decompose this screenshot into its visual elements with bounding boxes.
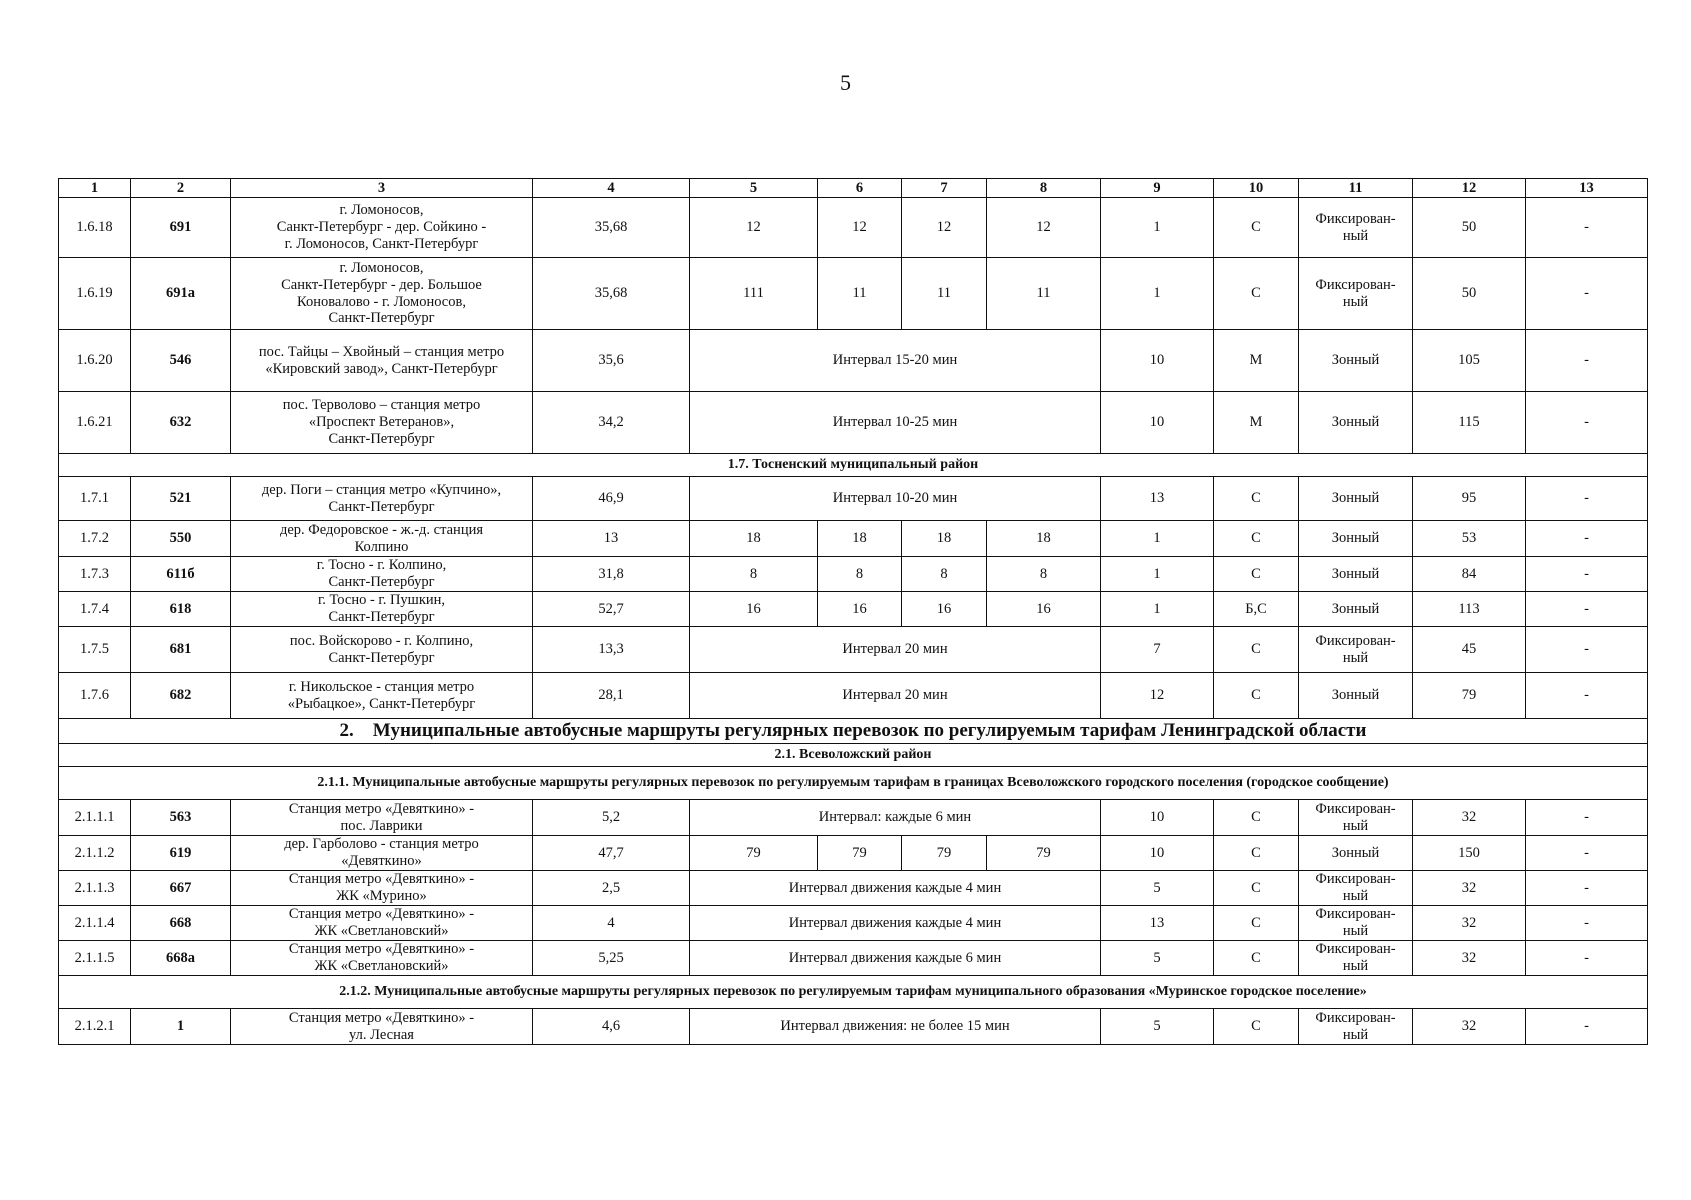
subsection-title-row xyxy=(59,767,1648,800)
column-header: 6 xyxy=(818,179,902,198)
column-header: 13 xyxy=(1526,179,1648,198)
col-13: - xyxy=(1526,673,1648,719)
route-path: Станция метро «Девяткино» - пос. Лаврики xyxy=(231,800,533,836)
route-path: г. Тосно - г. Колпино, Санкт-Петербург xyxy=(231,557,533,592)
trip-count: 79 xyxy=(902,836,987,871)
tariff-type: Фиксирован- ный xyxy=(1299,627,1413,673)
col-13: - xyxy=(1526,330,1648,392)
route-number: 667 xyxy=(131,871,231,906)
row-number: 1.7.3 xyxy=(59,557,131,592)
route-path: г. Ломоносов, Санкт-Петербург - дер. Сойкино - г. Ломоносов, Санкт-Петербург xyxy=(231,198,533,258)
vehicle-count: 1 xyxy=(1101,521,1214,557)
column-header: 12 xyxy=(1413,179,1526,198)
column-header: 7 xyxy=(902,179,987,198)
subsection-title: 2.1.1. Муниципальные автобусные маршруты регулярных перевозок по регулируемым тарифам в границах Всеволожского городского поселения (городское сообщение) xyxy=(59,767,1648,800)
interval-note: Интервал движения каждые 4 мин xyxy=(690,906,1101,941)
col-13: - xyxy=(1526,477,1648,521)
table-row xyxy=(59,1009,1648,1045)
fare: 32 xyxy=(1413,1009,1526,1045)
tariff-type: Зонный xyxy=(1299,836,1413,871)
row-number: 2.1.1.1 xyxy=(59,800,131,836)
row-number: 1.6.19 xyxy=(59,258,131,330)
vehicle-count: 5 xyxy=(1101,871,1214,906)
interval-note: Интервал движения: не более 15 мин xyxy=(690,1009,1101,1045)
fare: 150 xyxy=(1413,836,1526,871)
table-row xyxy=(59,198,1648,258)
vehicle-class: Б,С xyxy=(1214,592,1299,627)
route-length: 5,2 xyxy=(533,800,690,836)
col-13: - xyxy=(1526,198,1648,258)
table-row xyxy=(59,258,1648,330)
vehicle-count: 10 xyxy=(1101,800,1214,836)
vehicle-class: С xyxy=(1214,941,1299,976)
fare: 50 xyxy=(1413,258,1526,330)
table-row xyxy=(59,871,1648,906)
route-path: Станция метро «Девяткино» - ЖК «Мурино» xyxy=(231,871,533,906)
route-number: 668 xyxy=(131,906,231,941)
interval-note: Интервал 10-25 мин xyxy=(690,392,1101,454)
table-row xyxy=(59,836,1648,871)
tariff-type: Зонный xyxy=(1299,557,1413,592)
vehicle-count: 10 xyxy=(1101,392,1214,454)
trip-count: 18 xyxy=(987,521,1101,557)
fare: 113 xyxy=(1413,592,1526,627)
interval-note: Интервал 15-20 мин xyxy=(690,330,1101,392)
route-length: 4,6 xyxy=(533,1009,690,1045)
trip-count: 18 xyxy=(690,521,818,557)
vehicle-count: 13 xyxy=(1101,906,1214,941)
tariff-type: Фиксирован- ный xyxy=(1299,1009,1413,1045)
row-number: 1.6.20 xyxy=(59,330,131,392)
route-length: 47,7 xyxy=(533,836,690,871)
col-13: - xyxy=(1526,392,1648,454)
route-path: г. Тосно - г. Пушкин, Санкт-Петербург xyxy=(231,592,533,627)
fare: 32 xyxy=(1413,906,1526,941)
row-number: 2.1.1.4 xyxy=(59,906,131,941)
tariff-type: Зонный xyxy=(1299,330,1413,392)
table-row xyxy=(59,330,1648,392)
column-number-header xyxy=(59,179,1648,198)
col-13: - xyxy=(1526,258,1648,330)
fare: 32 xyxy=(1413,800,1526,836)
trip-count: 79 xyxy=(690,836,818,871)
fare: 32 xyxy=(1413,941,1526,976)
vehicle-class: С xyxy=(1214,906,1299,941)
column-header: 3 xyxy=(231,179,533,198)
tariff-type: Фиксирован- ный xyxy=(1299,800,1413,836)
route-length: 31,8 xyxy=(533,557,690,592)
fare: 32 xyxy=(1413,871,1526,906)
row-number: 2.1.1.2 xyxy=(59,836,131,871)
vehicle-count: 1 xyxy=(1101,557,1214,592)
row-number: 1.7.5 xyxy=(59,627,131,673)
route-path: пос. Терволово – станция метро «Проспект Ветеранов», Санкт-Петербург xyxy=(231,392,533,454)
route-number: 681 xyxy=(131,627,231,673)
section-heading: 2.1. Всеволожский район xyxy=(59,744,1648,767)
tariff-type: Фиксирован- ный xyxy=(1299,906,1413,941)
fare: 45 xyxy=(1413,627,1526,673)
vehicle-count: 1 xyxy=(1101,258,1214,330)
trip-count: 16 xyxy=(690,592,818,627)
vehicle-count: 13 xyxy=(1101,477,1214,521)
interval-note: Интервал 20 мин xyxy=(690,627,1101,673)
row-number: 1.7.2 xyxy=(59,521,131,557)
table-row xyxy=(59,627,1648,673)
trip-count: 8 xyxy=(902,557,987,592)
table-row xyxy=(59,673,1648,719)
trip-count: 79 xyxy=(818,836,902,871)
vehicle-class: С xyxy=(1214,477,1299,521)
route-length: 28,1 xyxy=(533,673,690,719)
trip-count: 18 xyxy=(902,521,987,557)
fare: 105 xyxy=(1413,330,1526,392)
section-title-row xyxy=(59,719,1648,744)
trip-count: 12 xyxy=(902,198,987,258)
route-length: 34,2 xyxy=(533,392,690,454)
tariff-type: Зонный xyxy=(1299,673,1413,719)
route-length: 5,25 xyxy=(533,941,690,976)
tariff-type: Фиксирован- ный xyxy=(1299,198,1413,258)
tariff-type: Зонный xyxy=(1299,392,1413,454)
vehicle-count: 1 xyxy=(1101,592,1214,627)
trip-count: 8 xyxy=(690,557,818,592)
vehicle-count: 10 xyxy=(1101,836,1214,871)
column-header: 8 xyxy=(987,179,1101,198)
trip-count: 12 xyxy=(818,198,902,258)
interval-note: Интервал движения каждые 6 мин xyxy=(690,941,1101,976)
interval-note: Интервал: каждые 6 мин xyxy=(690,800,1101,836)
row-number: 2.1.1.3 xyxy=(59,871,131,906)
route-number: 611б xyxy=(131,557,231,592)
route-path: дер. Федоровское - ж.-д. станция Колпино xyxy=(231,521,533,557)
col-13: - xyxy=(1526,592,1648,627)
vehicle-class: М xyxy=(1214,392,1299,454)
route-number: 521 xyxy=(131,477,231,521)
section-title: 2. Муниципальные автобусные маршруты регулярных перевозок по регулируемым тарифам Ленинградской области xyxy=(59,719,1648,744)
subsection-title-row xyxy=(59,976,1648,1009)
trip-count: 8 xyxy=(818,557,902,592)
col-13: - xyxy=(1526,1009,1648,1045)
route-path: дер. Поги – станция метро «Купчино», Санкт-Петербург xyxy=(231,477,533,521)
route-length: 35,6 xyxy=(533,330,690,392)
route-length: 13,3 xyxy=(533,627,690,673)
table-row xyxy=(59,941,1648,976)
route-number: 668а xyxy=(131,941,231,976)
route-path: пос. Тайцы – Хвойный – станция метро «Кировский завод», Санкт-Петербург xyxy=(231,330,533,392)
route-number: 546 xyxy=(131,330,231,392)
vehicle-count: 12 xyxy=(1101,673,1214,719)
fare: 84 xyxy=(1413,557,1526,592)
vehicle-count: 7 xyxy=(1101,627,1214,673)
col-13: - xyxy=(1526,521,1648,557)
route-number: 619 xyxy=(131,836,231,871)
row-number: 1.7.1 xyxy=(59,477,131,521)
trip-count: 11 xyxy=(818,258,902,330)
route-number: 563 xyxy=(131,800,231,836)
route-path: г. Никольское - станция метро «Рыбацкое», Санкт-Петербург xyxy=(231,673,533,719)
route-length: 13 xyxy=(533,521,690,557)
route-path: пос. Войскорово - г. Колпино, Санкт-Петербург xyxy=(231,627,533,673)
fare: 79 xyxy=(1413,673,1526,719)
route-path: Станция метро «Девяткино» - ул. Лесная xyxy=(231,1009,533,1045)
trip-count: 8 xyxy=(987,557,1101,592)
trip-count: 79 xyxy=(987,836,1101,871)
fare: 115 xyxy=(1413,392,1526,454)
row-number: 1.7.4 xyxy=(59,592,131,627)
routes-table xyxy=(58,178,1648,1045)
tariff-type: Зонный xyxy=(1299,521,1413,557)
route-path: Станция метро «Девяткино» - ЖК «Светлановский» xyxy=(231,906,533,941)
col-13: - xyxy=(1526,906,1648,941)
trip-count: 12 xyxy=(987,198,1101,258)
section-heading-row xyxy=(59,744,1648,767)
route-length: 4 xyxy=(533,906,690,941)
row-number: 1.6.18 xyxy=(59,198,131,258)
vehicle-class: С xyxy=(1214,1009,1299,1045)
row-number: 2.1.1.5 xyxy=(59,941,131,976)
col-13: - xyxy=(1526,871,1648,906)
table-row xyxy=(59,906,1648,941)
vehicle-count: 5 xyxy=(1101,941,1214,976)
col-13: - xyxy=(1526,836,1648,871)
vehicle-class: С xyxy=(1214,836,1299,871)
route-number: 632 xyxy=(131,392,231,454)
tariff-type: Зонный xyxy=(1299,477,1413,521)
section-heading: 1.7. Тосненский муниципальный район xyxy=(59,454,1648,477)
col-13: - xyxy=(1526,941,1648,976)
interval-note: Интервал движения каждые 4 мин xyxy=(690,871,1101,906)
interval-note: Интервал 10-20 мин xyxy=(690,477,1101,521)
route-number: 550 xyxy=(131,521,231,557)
vehicle-count: 10 xyxy=(1101,330,1214,392)
col-13: - xyxy=(1526,557,1648,592)
page-number: 5 xyxy=(840,70,851,95)
trip-count: 16 xyxy=(818,592,902,627)
route-number: 682 xyxy=(131,673,231,719)
vehicle-class: С xyxy=(1214,521,1299,557)
vehicle-count: 5 xyxy=(1101,1009,1214,1045)
tariff-type: Фиксирован- ный xyxy=(1299,871,1413,906)
fare: 95 xyxy=(1413,477,1526,521)
trip-count: 12 xyxy=(690,198,818,258)
vehicle-class: С xyxy=(1214,557,1299,592)
trip-count: 16 xyxy=(987,592,1101,627)
trip-count: 111 xyxy=(690,258,818,330)
interval-note: Интервал 20 мин xyxy=(690,673,1101,719)
column-header: 11 xyxy=(1299,179,1413,198)
row-number: 1.7.6 xyxy=(59,673,131,719)
col-13: - xyxy=(1526,800,1648,836)
trip-count: 16 xyxy=(902,592,987,627)
vehicle-class: С xyxy=(1214,800,1299,836)
route-length: 35,68 xyxy=(533,258,690,330)
route-path: г. Ломоносов, Санкт-Петербург - дер. Большое Коновалово - г. Ломоносов, Санкт-Петербург xyxy=(231,258,533,330)
trip-count: 11 xyxy=(902,258,987,330)
table-row xyxy=(59,477,1648,521)
vehicle-class: М xyxy=(1214,330,1299,392)
fare: 50 xyxy=(1413,198,1526,258)
subsection-title: 2.1.2. Муниципальные автобусные маршруты регулярных перевозок по регулируемым тарифам муниципального образования «Муринское городское поселение» xyxy=(59,976,1648,1009)
section-heading-row xyxy=(59,454,1648,477)
vehicle-class: С xyxy=(1214,627,1299,673)
route-length: 52,7 xyxy=(533,592,690,627)
column-header: 5 xyxy=(690,179,818,198)
route-length: 35,68 xyxy=(533,198,690,258)
column-header: 1 xyxy=(59,179,131,198)
route-path: Станция метро «Девяткино» - ЖК «Светлановский» xyxy=(231,941,533,976)
route-path: дер. Гарболово - станция метро «Девяткино» xyxy=(231,836,533,871)
route-length: 46,9 xyxy=(533,477,690,521)
col-13: - xyxy=(1526,627,1648,673)
table-row xyxy=(59,521,1648,557)
vehicle-class: С xyxy=(1214,258,1299,330)
column-header: 2 xyxy=(131,179,231,198)
row-number: 2.1.2.1 xyxy=(59,1009,131,1045)
table-row xyxy=(59,392,1648,454)
row-number: 1.6.21 xyxy=(59,392,131,454)
trip-count: 11 xyxy=(987,258,1101,330)
route-length: 2,5 xyxy=(533,871,690,906)
table-row xyxy=(59,800,1648,836)
vehicle-class: С xyxy=(1214,673,1299,719)
route-number: 691 xyxy=(131,198,231,258)
table-row xyxy=(59,592,1648,627)
vehicle-class: С xyxy=(1214,871,1299,906)
vehicle-class: С xyxy=(1214,198,1299,258)
fare: 53 xyxy=(1413,521,1526,557)
column-header: 10 xyxy=(1214,179,1299,198)
tariff-type: Фиксирован- ный xyxy=(1299,258,1413,330)
route-number: 618 xyxy=(131,592,231,627)
tariff-type: Фиксирован- ный xyxy=(1299,941,1413,976)
route-number: 691а xyxy=(131,258,231,330)
column-header: 9 xyxy=(1101,179,1214,198)
table-row xyxy=(59,557,1648,592)
route-number: 1 xyxy=(131,1009,231,1045)
vehicle-count: 1 xyxy=(1101,198,1214,258)
column-header: 4 xyxy=(533,179,690,198)
tariff-type: Зонный xyxy=(1299,592,1413,627)
trip-count: 18 xyxy=(818,521,902,557)
